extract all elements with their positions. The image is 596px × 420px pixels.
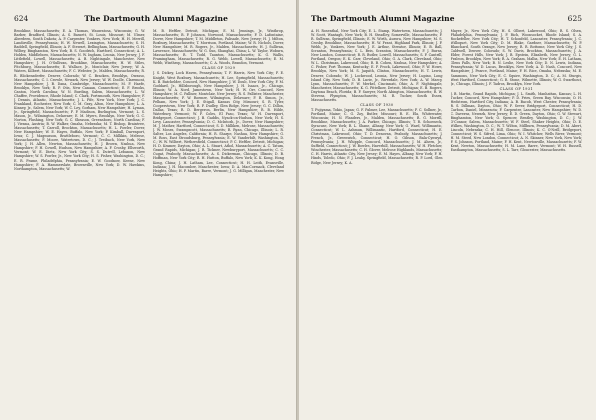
page-number: 625 <box>567 14 582 23</box>
paragraph: M. B. Heftler, Detroit, Michigan; E. M. Jennings, Jr., Winthrop, Massachusetts; B. P. Johnson, Norwood, Massachusetts; F. D. Lafontaine, Dover, New Hampshire; T. M. Middleton, Palisade, New Jersey; H. J. Milton, Roxbury, Massachusetts; T. Morrison, Portland, Maine; W. R. Nichols, Dover, New Hampshire; M. R. Rogers, Jr., Malden, Massachusetts; H. J. Sullivan, Lawrence, Massachusetts; W. G. Sun, Shanghai, China; L. W. Taylor, Woburn, Massachusetts; R. T. Todd, Taunton, Massachusetts; K. G. Wallis, Framingham, Massachusetts; R. G. Webb, Lowell, Massachusetts; E. M. Webb, Winthrop, Massachusetts; C. A. Woods, Brandon, Vermont. <box>153 29 284 66</box>
paragraph: Mayer, Jr., New York City; H. S. Olbert, Lakewood, Ohio; R. S. Olsen, Philadelphia, Pennsylvania; J. F. Rich, Woonsocket, Rhode Island; S. A. Rockefeller, New York City; H. T. Schonfeld, Lancaster, Pennsylvania; J. C. Willoquet, New York City; D. M. Blake, Gardner, Massachusetts; W. P. Blanchard, South Orange, New Jersey; R. R. Bottome, New York City; J. S. Caldwell, Denver, Colorado; S. W. Davis, Brockton, Massachusetts; J. A. Elder, Forest Hills, New York; J. B. Epstein, Elizabeth, New Jersey; G. L. Fraleon, Brooklyn, New York; R. A. Graham, Malba, New York; E. H. Latham, Glens Falls, New York; B. N. Leslie, New York City; D. N. Lewis, Indiana, Pennsylvania; W. D. Lucas, Brooklyn, New York; A. D. Nash, Concord, New Hampshire; J. Pearce, Portland, Maine; F. H. Rice, Omaha, Nebraska; M. E. Sammons, New York City; E. C. Squire, Washington, D. C.; A. M. Sturgis, West Hartford, Connecticut; G. R. Stone, Wilmette, Illinois; W. G. Swarthout, Jr., Chicago, Illinois; J. F. Tadros, Brooklyn, New York. <box>450 29 582 86</box>
paragraph: J. B. Martin, Grand Rapids, Michigan; J. L. Smith, Manhattan, Kansas; L. H. Tucker, Concord, New Hampshire; P. D. Fries, Green Bay, Wisconsin; O. H. Hedstrom, Hartford City, Indiana; A. B. Bacob, West Chester, Pennsylvania; R. S. Dillman, Dayton, Ohio; W. F. Sever, Bridgeport, Connecticut; H. D. Carbon, Daniel, Minnesota; F. Carpenter, Lancaster, New Hampshire; W. D. C. Daverns, Newark, New Jersey; E. D. Green, Dayton, Ohio; G. W. Stewart, Binghamton, New York; O. Spencer, Bentley, Washington, D. C.; J. W. O'Connor, Salem, Massachusetts; W. F. Steel, Shaker Heights, Ohio; D. E. Wilkes, Washington, D. C.; W. T. Wilton, Millburn, Pennsylvania; D. M. Abert, Lincoln, Nebraska; C. H. Hill, Glencoe, Illinois; K. C. O'Neill, Bridgeport, Connecticut; W. S. Sifred, Lima, Ohio; W. I. Whitcher, Wells River, Vermont; H. M. Steed, New London, Connecticut; A. N. Skinner, New York, New York; F. S. Johnson, Portland, Maine; F. H. Kent, Newtonville, Massachusetts; F. W. Kent, Newton, Massachusetts; H. M. Lane, Barre, Vermont; W. H. Russell, Easthampton, Massachusetts; S. L. Tarr, Gloucester, Massachusetts. <box>450 91 582 153</box>
running-title: The Dartmouth Alumni Magazine <box>311 14 455 23</box>
paragraph: T. Fujiyama, Tokio, Japan; G. F. Palmer, Lee, Massachusetts; F. C. Sollner, Jr., Portland, Maine; C. G. Zoy, Butler, Missouri; R. E. Ela, Whitewater, Wisconsin; H. N. Flanders, Jr., Malden, Massachusetts; R. G. Morrill, Brookline, Massachusetts; J. A. Parker, Chicago, Illinois; T. R. Schoeneck, Syracuse, New York; R. L. Shane, Albany, New York; G. Ward, Willimantic, Connecticut; W. L. Ashmun, Willimantic, Hartford, Connecticut; H. E. Christman, Lakewood, Ohio; T. D. Denovan, Peabody, Massachusetts; J. French, Jr., Greenwich, Connecticut; H. O. Gibson, Bala-Cynwyd, Pennsylvania; J. H. Whipple, Concord, Massachusetts; J. M. Ahern, Jr., Suffield, Connecticut; J. W. Bowles, Haverhill, Massachusetts; W. H. Fletcher, Winchester, Massachusetts; C. H. Glover, Melrose Highlands, Massachusetts; C. H. Harris, Atlantic City, New Jersey; E. M. Hayes, Albany, New York; F. H. Hinds, Toledo, Ohio; F. J. Leahy, Springfield, Massachusetts; R. P. Lord, Glen Ridge, New Jersey; K. A. <box>311 107 443 165</box>
class-heading: CLASS OF 1930 <box>360 102 394 107</box>
paragraph: J. S. Dickey, Lock Haven, Pennsylvania; T. F. Harris, New York City; F. E. Knight, West Roxbury, Massachusetts; H. Lee, Springfield, Massachusetts; K. B. Batchelder, Concord, New Hampshire; J. W. Doub, New York City; F. M. Goddard, Jr., Hillsborough, New Hampshire; J. H. Isaacs, Jr., Chicago, Illinois; W. A. Nord, Jamestown, New York; H. W. Orr, Concord, New Hampshire; M. C. Palliser, Montclair, New Jersey; R. S. Pallister, Manchester, Massachusetts; F. W. Roemer, Wilmington, Delaware; F. R. Simon, Jr., Pelham, New York; J. E. Stigall, Kansas City, Missouri; S. R. Tyler, Cooperstown, New York; R. F. Dudley, Glen Ridge, New Jersey; G. C. Dillon, Dallas, Texas; R. D. Bergeron, Berlin, New Hampshire; R. B. Hilde, Waterbury, Vermont; W. F. Coles, El Paso, Texas; W. H. Davenport, Bridgeport, Connecticut; J. B. Gaddis, Nyack-on-Hudson, New York; H. S. Levy, Lancaster, Pennsylvania; D. C. McIntosh, Jr., Dover, New Hampshire; M. J. Mather, Hartford, Connecticut; S. D. Milliken, Melrose, Massachusetts; J. W. Moses, Swampscott, Massachusetts; R. Ryan, Chicago, Illinois; L. R. Salter, Los Angeles, California; H. R. Sharpe, Nashua, New Hampshire; G. M. Ross, East Stroudsburg, Pennsylvania; E. W. Vanderbilt, Washington, D. C.; W. W. Wilbert, Wethersfield, Connecticut; P. C. Heftler, Detroit, Michigan; H. D. Kramer, Dayton, Ohio; A. L. Stuart, Athol, Massachusetts; A. C. Tatum, Grand Rapids, Michigan; J. R. Tickner, Newburyport, Massachusetts; C. C. Cugat, Peabody, Massachusetts; A. S. Dickerman, Chicago, Illinois; D. B. Hoffman, New York City; R. H. Hutton, Buffalo, New York; K. K. Kong, Hong Kong, China; J. H. Latham, Lee, Connecticut; H. H. Leith, Evansville, Indiana; J. H. Macomber, Manchester, Iowa; D. A. MacCormack, Cleveland Heights, Ohio; H. P. Martin, Barre, Vermont; J. G. Milligan, Manchester, New Hampshire; <box>153 71 284 177</box>
left-columns <box>14 29 284 419</box>
left-page <box>0 0 297 420</box>
paragraph: A. H. Rosenthal, New York City; E. L. Stamp, Watertown, Massachusetts; J. W. Scott, Wantagh, New York; B. H. Steadley, Somerville, Massachusetts; F. R. Sullivan, Springfield, Illinois; E. W. Wirth, Aurora, New Hampshire; M. S. Crosby, Brookline, Massachusetts; H. W. Frant, Highland Park, Illinois; J. F. Webb, Jr., Yonkers, New York; J. E. Arthur, Streator, Illinois; E. B. Ball, Scranton, Pennsylvania; C. L. Beis, Scranton, Massachusetts; F. J. Burns, New London, Connecticut; R. R. Butler, Lowell, Massachusetts; S. F. Cantrill, Portland, Oregon; E. K. Carr, Cleveland, Ohio; G. A. Clark, Cleveland, Ohio; W. L. Christman, Lakewood, Ohio; R. B. Cohen, Nashua, New Hampshire; A. C. Fisher, Fort Thomas, Kentucky; E. F. Frock, Lakewood, Ohio; F. W. Howe, Brooklyn, New York; M. S. Jaquith, Clinton, Massachusetts; H. T. Lewis, Denver, Colorado; W. J. Lockwood, Leonia, New Jersey; H. Lupino, Long Island City, New York; D. B. Lurie, Jr., Riverdale, New York; A. W. Marcy, Lynn, Massachusetts; F. W. Merkel, Cincinnati, Ohio; A. F. Nightingale, Manchester, Massachusetts; K. G. Pittelkow, Detroit, Michigan; E. B. Rogers, Daytona Beach, Florida; B. F. Sawyer, North Abington, Massachusetts; R. W. Stevens, Plympton, Massachusetts; M. R. Tucker, South Essex, Massachusetts. <box>311 29 443 102</box>
text-column <box>14 29 145 419</box>
class-heading: CLASS OF 1929 <box>201 66 236 71</box>
page-number: 624 <box>14 14 29 23</box>
right-columns <box>311 29 582 419</box>
right-page-header <box>311 14 582 24</box>
text-column <box>153 29 284 419</box>
running-title: The Dartmouth Alumni Magazine <box>84 14 228 23</box>
text-column <box>311 29 443 419</box>
paragraph: Brookline, Massachusetts; E. A. Thomas, Wauwatosa, Wisconsin; G. W. Barber, Bradford, Illinois; A. S. Bassett, St. Louis, Missouri; M. Ulmer, Aberdeen, South Dakota; A. P. Carpenter, Yonkers, New York; H. H. Merrill, Landisville, Pennsylvania; H. W. Newell, Lexington, Massachusetts; S. H. Baddell, Springfield, Illinois; A. F. Stewart, Bellingham, Massachusetts; G. H. Wilbey, Binghamton, New York; B. S. Goodrich, Hartford, Connecticut; A. L. Holden, Middleboro, Massachusetts; N. W. Ingham, Leonia, New Jersey; J. F. Littlefield, Lowell, Massachusetts; A. B. Nightingale, Manchester, New Hampshire; J. H. O'Sullivan, Brookline, Massachusetts; H. W. Stiles, Fitchburg, Massachusetts; E. Wallace, Jr., Montclair, New Jersey; W. A. Waters, Kilbert, Massachusetts; F. C. Webster, Jr., Malden, Massachusetts; R. R. Blickensderfer, Denver, Colorado; W. C. Bracken, Brooklyn, Owasso, Massachusetts; C. I. Crowle, Newark, New Jersey; W. W. Doolle, Claremont, New Hampshire; J. B. Dana, Cambridge, Massachusetts; M. F. Haefe, Brooklyn, New York; R. P. Otis, New Canaan, Connecticut; E. F. Brooks, Canton, North Carolina; W. N. Burding, Salem, Massachusetts; L. W. Chaffee, Providence, Rhode Island; C. Clark, Portsmouth, New Hampshire; F. J. Dennis, Atlantic, Massachusetts; J. L. Fife, New York, New York; J. C. Frankland, Rochester, New York; C. M. Gray, Alton, New Hampshire; L. A. Kinney, Jr., Salem, New York; W. C. Ley, Gorham, New Hampshire; H. Lyman, Jr., Springfield, Massachusetts; F. P. Madison, Burlington, Vermont; L. S. Mason, Jr., Wilmington, Delaware; E. M. Myers, Brooklyn, New York; G. C. Norton, Flushing, New York; G. C. Sheason, Greensboro, North Carolina; F. J. Vienna, Austria; B. W. Walker, Omaha, Nebraska; M. T. Bishop, Braintree, Massachusetts; T. Carroll, Brockton, Massachusetts; H. L. Fowler, Dover, New Hampshire; W. E. Hayes, Buffalo, New York; P. Kimball, Davenport, Iowa; C. J. Magnusson, Brattleboro, Vermont; C. C. Millikin, Melrose, Massachusetts; F. Moore, Watertown, D. C.; J. Treibach, New York, New York; J. H. Allen, Newton, Massachusetts; H. J. Brown, Nashua, New Hampshire; F. H. Cowell, Hudson, New Hampshire; A. F. Crosby, Ellsworth, Vermont; W. E. Dietz, New York City; S. S. Dutrell, Lebanon, New Hampshire; W. S. Fowler, Jr., New York City; H. S. Fisher, Washington, D. C.; E. R. Frame, Philadelphia, Pennsylvania; E. W. Goodnow, Keene, New Hampshire; F. A. Hammerslate, Brownville, New York; D. W. Hawkins, Northampton, Massachusetts; W. <box>14 29 145 171</box>
left-page-header <box>14 14 284 24</box>
right-page <box>299 0 596 420</box>
class-heading: CLASS OF 1931 <box>499 86 533 91</box>
text-column <box>451 29 583 419</box>
